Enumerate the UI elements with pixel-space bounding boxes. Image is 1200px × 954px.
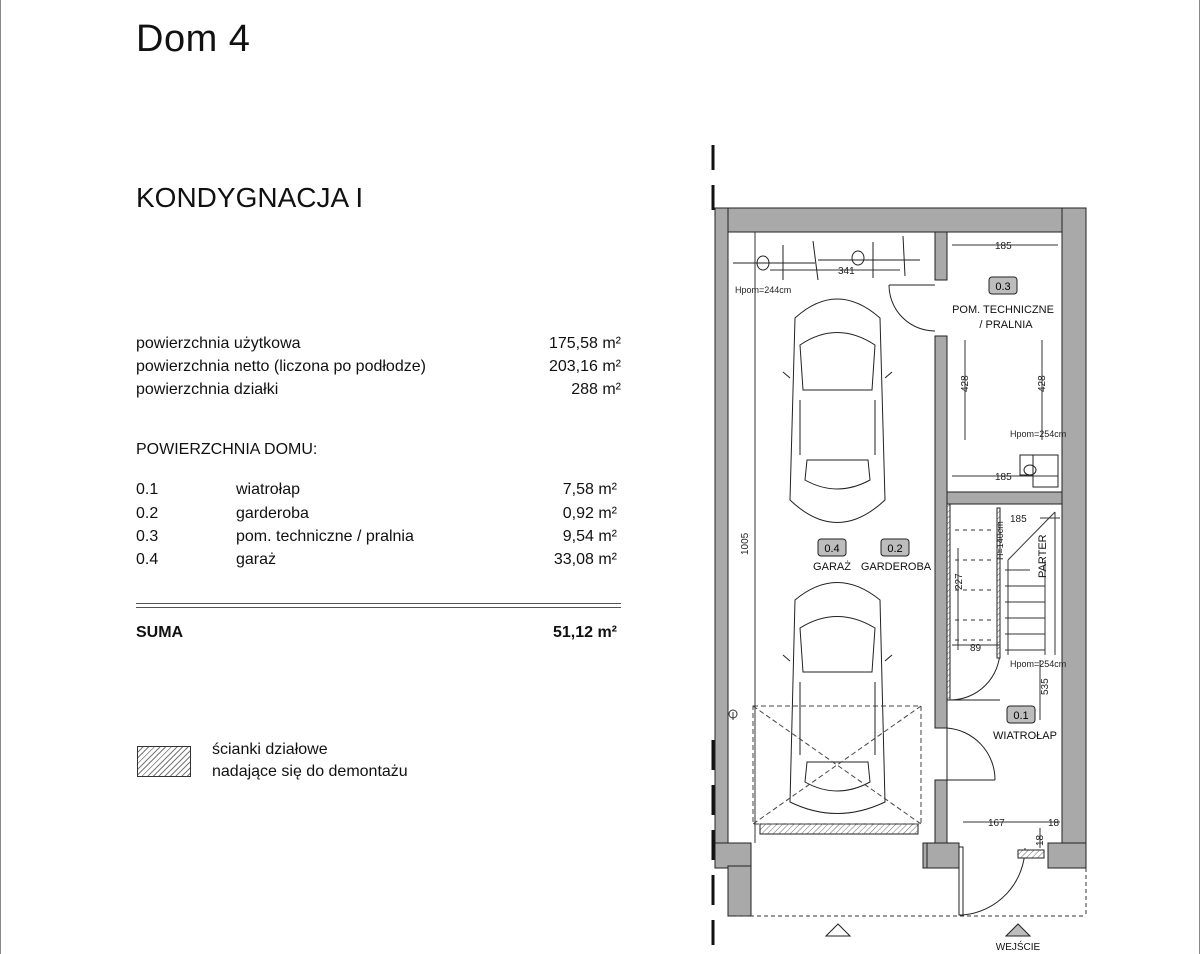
entrance-arrows (826, 924, 1030, 936)
area-value-plot: 288 m² (571, 381, 621, 398)
room-area: 33,08 m² (553, 551, 617, 568)
dim-18-vertical: 18 (1035, 834, 1046, 846)
dim-185-mid: 185 (995, 472, 1012, 483)
car-bottom (783, 583, 892, 814)
room-label-tech-1: POM. TECHNICZNE (952, 304, 1054, 316)
parking-space-marking (753, 706, 921, 824)
room-code: 0.2 (136, 505, 159, 522)
room-name: pom. techniczne / pralnia (236, 528, 414, 545)
area-value-usable: 175,58 m² (548, 335, 621, 352)
area-value-net: 203,16 m² (548, 358, 621, 375)
room-code: 0.1 (136, 481, 159, 498)
dim-185-top: 185 (995, 241, 1012, 252)
area-label-plot: powierzchnia działki (136, 381, 279, 398)
area-label-net: powierzchnia netto (liczona po podłodze) (136, 358, 426, 375)
door-wardrobe (950, 650, 1000, 700)
legend-line-2: nadające się do demontażu (212, 763, 408, 780)
entrance-label: WEJŚCIE (995, 942, 1041, 953)
height-garage: Hpom=244cm (735, 285, 792, 295)
room-area: 0,92 m² (562, 505, 617, 522)
door-tech-room (889, 285, 935, 331)
dim-h140: H=140cm (995, 521, 1005, 560)
page-title: Dom 4 (136, 18, 251, 60)
dim-341: 341 (838, 266, 855, 277)
door-vestibule-garage (947, 728, 995, 780)
room-area: 7,58 m² (562, 481, 617, 498)
dim-428-right: 428 (1037, 375, 1048, 392)
tag-0-3: 0.3 (995, 281, 1011, 293)
room-code: 0.4 (136, 551, 159, 568)
room-label-wardrobe: GARDEROBA (860, 561, 932, 573)
dim-227: 227 (954, 573, 965, 590)
dim-167: 167 (988, 818, 1005, 829)
room-area: 9,54 m² (562, 528, 617, 545)
laundry-appliances (1020, 455, 1058, 487)
height-vestibule: Hpom=254cm (1010, 659, 1067, 669)
room-label-garage: GARAŻ (813, 561, 851, 573)
room-code: 0.3 (136, 528, 159, 545)
dim-89: 89 (970, 643, 982, 654)
room-label-tech-2: / PRALNIA (979, 319, 1033, 331)
entrance-door-swing (959, 847, 1044, 915)
room-label-vestibule: WIATROŁAP (993, 730, 1057, 742)
room-name: garaż (236, 551, 277, 568)
tag-0-2: 0.2 (887, 543, 903, 555)
car-top (783, 299, 892, 523)
dim-535: 535 (1040, 678, 1051, 695)
entrance-outline (736, 868, 1086, 916)
sum-label: SUMA (136, 624, 184, 641)
height-tech: Hpom=254cm (1010, 429, 1067, 439)
room-name: wiatrołap (236, 481, 301, 498)
staircase (1005, 512, 1055, 655)
stairs-label-parter: PARTER (1037, 534, 1049, 578)
dim-1005: 1005 (740, 532, 751, 555)
tag-0-4: 0.4 (824, 543, 840, 555)
room-name: garderoba (236, 505, 309, 522)
dim-428-left: 428 (960, 375, 971, 392)
dim-185-stair: 185 (1010, 514, 1027, 525)
tag-0-1: 0.1 (1013, 710, 1029, 722)
area-label-usable: powierzchnia użytkowa (136, 335, 301, 352)
legend-line-1: ścianki działowe (212, 741, 328, 758)
floor-title: KONDYGNACJA I (136, 182, 364, 213)
rooms-header: POWIERZCHNIA DOMU: (136, 441, 318, 458)
bicycles (733, 236, 920, 280)
dim-18-horizontal: 18 (1048, 818, 1060, 829)
demountable-partitions (760, 504, 1000, 834)
sum-value: 51,12 m² (552, 624, 617, 641)
